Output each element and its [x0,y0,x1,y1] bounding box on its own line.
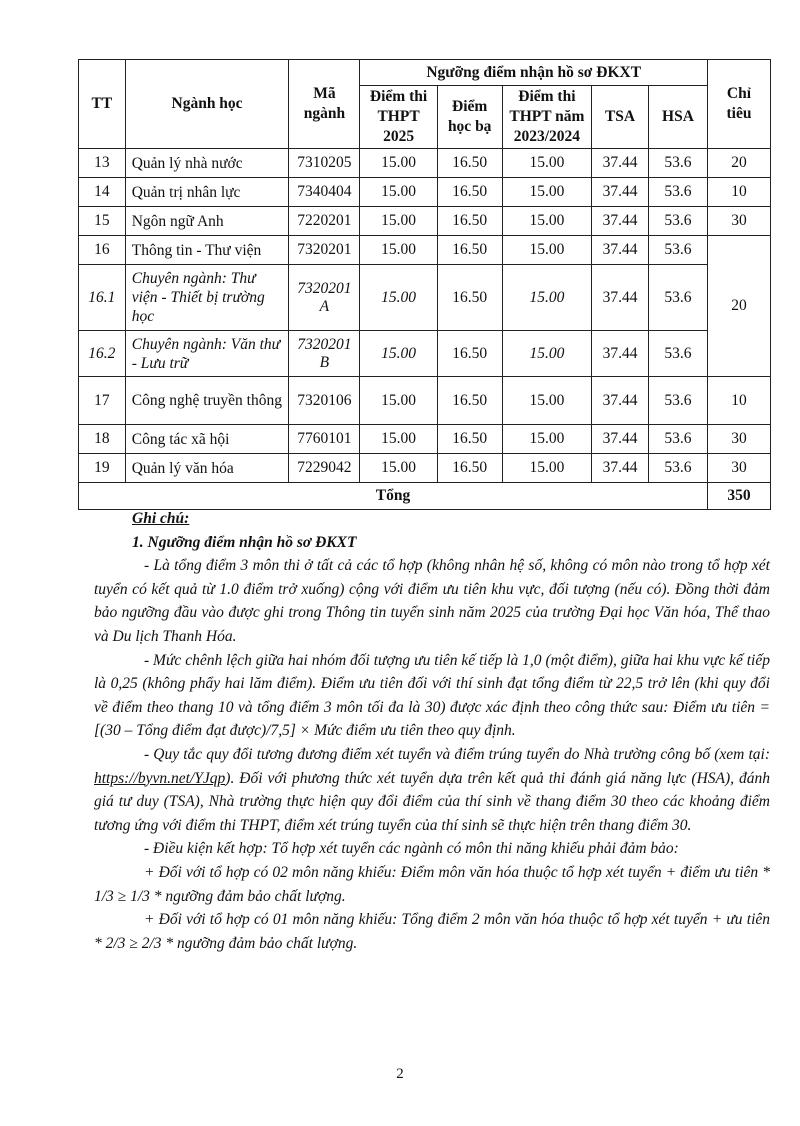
notes-paragraph: - Mức chênh lệch giữa hai nhóm đối tượng ưu tiên kế tiếp là 1,0 (một điểm), giữa hai khu vực kế tiếp là 0,25 (không phẩy hai lăm điểm). Điểm ưu tiên đối với thí sinh đạt tổng điểm từ 22,5 trở lên (khi quy đổi về điểm theo thang 10 và tổng điểm 3 môn tối đa là 30) được xác định theo công thức sau: Điểm ưu tiên = [(30 – Tổng điểm đạt được)/7,5] × Mức điểm ưu tiên theo quy định. [94,651,770,740]
cell-tt: 15 [79,207,126,236]
table-row [79,265,771,331]
table-row [79,149,771,178]
table-total-row [79,483,771,510]
notes-paragraph: - Là tổng điểm 3 môn thi ở tất cả các tổ hợp (không nhân hệ số, không có môn nào trong tổ hợp xét tuyển có kết quả từ 1.0 điểm trở xuống) cộng với điểm ưu tiên khu vực, đối tượng (nếu có). Đồng thời đảm bảo ngưỡng đầu vào được ghi trong Thông tin tuyển sinh năm 2025 của trường Đại học Văn hóa, Thể thao và Du lịch Thanh Hóa. [94,557,770,645]
cell-tsa: 37.44 [592,331,649,377]
cell-code: 7229042 [289,454,360,483]
cell-name: Quản lý nhà nước [125,149,289,178]
cell-name: Thông tin - Thư viện [125,236,289,265]
cell-thpt: 15.00 [360,454,437,483]
header-tt: TT [79,60,126,149]
cell-thpt: 15.00 [360,265,437,331]
cell-code: 7760101 [289,425,360,454]
cell-name: Quản trị nhân lực [125,178,289,207]
header-thpt-2025: Điểm thi THPT 2025 [360,86,437,149]
cell-tsa: 37.44 [592,377,649,425]
header-thpt-2023-2024: Điểm thi THPT năm 2023/2024 [502,86,591,149]
cell-tt: 17 [79,377,126,425]
cell-name: Công tác xã hội [125,425,289,454]
cell-thpt: 15.00 [360,425,437,454]
admission-table [78,59,771,510]
table-row [79,178,771,207]
cell-name: Chuyên ngành: Thư viện - Thiết bị trường học [125,265,289,331]
cell-code: 7340404 [289,178,360,207]
cell-name: Chuyên ngành: Văn thư - Lưu trữ [125,331,289,377]
cell-chitieu: 30 [707,454,770,483]
cell-thpt: 15.00 [360,236,437,265]
header-nguong-diem: Ngưỡng điểm nhận hồ sơ ĐKXT [360,60,707,86]
cell-hocba: 16.50 [437,236,502,265]
cell-code: 7320201 A [289,265,360,331]
cell-hsa: 53.6 [649,331,708,377]
table-row [79,331,771,377]
notes-paragraph: + Đối với tổ hợp có 01 môn năng khiếu: Tổng điểm 2 môn văn hóa thuộc tổ hợp xét tuyển + ưu tiên * 2/3 ≥ 2/3 * ngưỡng đảm bảo chất lượng. [94,911,770,952]
cell-tt: 16.1 [79,265,126,331]
cell-thpt: 15.00 [360,207,437,236]
header-hsa: HSA [649,86,708,149]
cell-thpt: 15.00 [360,149,437,178]
table-row [79,454,771,483]
cell-hsa: 53.6 [649,207,708,236]
cell-tt: 14 [79,178,126,207]
cell-hocba: 16.50 [437,149,502,178]
cell-tt: 13 [79,149,126,178]
notes-heading: Ghi chú: [132,510,190,527]
cell-thpt2: 15.00 [502,207,591,236]
table-row [79,425,771,454]
cell-tsa: 37.44 [592,265,649,331]
cell-chitieu: 30 [707,425,770,454]
cell-chitieu: 10 [707,377,770,425]
cell-thpt2: 15.00 [502,377,591,425]
total-value: 350 [707,483,770,510]
header-chi-tieu: Chỉ tiêu [707,60,770,149]
cell-tt: 19 [79,454,126,483]
cell-hocba: 16.50 [437,425,502,454]
cell-hsa: 53.6 [649,425,708,454]
cell-thpt2: 15.00 [502,265,591,331]
cell-hsa: 53.6 [649,149,708,178]
cell-hsa: 53.6 [649,454,708,483]
cell-thpt2: 15.00 [502,331,591,377]
cell-tsa: 37.44 [592,454,649,483]
cell-chitieu: 20 [707,149,770,178]
cell-code: 7320201 [289,236,360,265]
cell-thpt: 15.00 [360,331,437,377]
cell-hocba: 16.50 [437,454,502,483]
notes-paragraph: - Điều kiện kết hợp: Tổ hợp xét tuyển các ngành có môn thi năng khiếu phải đảm bảo: [144,840,679,858]
cell-thpt2: 15.00 [502,454,591,483]
cell-hsa: 53.6 [649,265,708,331]
cell-tsa: 37.44 [592,149,649,178]
cell-hocba: 16.50 [437,178,502,207]
cell-tsa: 37.44 [592,425,649,454]
cell-code: 7320201 B [289,331,360,377]
cell-code: 7320106 [289,377,360,425]
notes-text: - Quy tắc quy đổi tương đương điểm xét tuyển và điểm trúng tuyển do Nhà trường công bố (xem tại: [144,745,770,763]
notes-text: ). Đối với phương thức xét tuyển dựa trên kết quả thi đánh giá năng lực (HSA), đánh giá tư duy (TSA), Nhà trường thực hiện quy đổi điểm của thí sinh về thang điểm 30 theo các khoảng điểm tương ứng với điểm thi THPT, điểm xét trúng tuyển của thí sinh sẽ thực hiện trên thang điểm 30. [94,769,770,834]
cell-thpt: 15.00 [360,377,437,425]
notes-paragraph: + Đối với tổ hợp có 02 môn năng khiếu: Điểm môn văn hóa thuộc tổ hợp xét tuyển + điểm ưu tiên * 1/3 ≥ 1/3 * ngưỡng đảm bảo chất lượng. [94,863,770,905]
cell-hocba: 16.50 [437,265,502,331]
cell-tt: 16 [79,236,126,265]
header-hoc-ba: Điểm học bạ [437,86,502,149]
cell-hocba: 16.50 [437,377,502,425]
cell-tsa: 37.44 [592,236,649,265]
notes-section [94,507,770,955]
page-number: 2 [396,1066,404,1082]
cell-thpt2: 15.00 [502,236,591,265]
cell-thpt2: 15.00 [502,178,591,207]
cell-tsa: 37.44 [592,207,649,236]
cell-tsa: 37.44 [592,178,649,207]
cell-code: 7310205 [289,149,360,178]
cell-hocba: 16.50 [437,331,502,377]
cell-name: Ngôn ngữ Anh [125,207,289,236]
cell-chitieu-merged: 20 [707,236,770,377]
cell-hsa: 53.6 [649,236,708,265]
header-nganh-hoc: Ngành học [125,60,289,149]
cell-chitieu: 30 [707,207,770,236]
table-row [79,236,771,265]
cell-name: Quản lý văn hóa [125,454,289,483]
cell-hsa: 53.6 [649,377,708,425]
cell-hocba: 16.50 [437,207,502,236]
cell-code: 7220201 [289,207,360,236]
notes-paragraph-link [94,743,770,837]
cell-chitieu: 10 [707,178,770,207]
table-row [79,207,771,236]
cell-hsa: 53.6 [649,178,708,207]
header-tsa: TSA [592,86,649,149]
cell-thpt2: 15.00 [502,425,591,454]
cell-thpt: 15.00 [360,178,437,207]
conversion-rule-link[interactable]: https://byvn.net/YJqp [94,769,226,787]
cell-tt: 18 [79,425,126,454]
header-ma-nganh: Mã ngành [289,60,360,149]
cell-thpt2: 15.00 [502,149,591,178]
total-label: Tổng [79,483,708,510]
notes-section-title: 1. Ngưỡng điểm nhận hồ sơ ĐKXT [132,533,357,551]
cell-name: Công nghệ truyền thông [125,377,289,425]
table-row [79,377,771,425]
cell-tt: 16.2 [79,331,126,377]
